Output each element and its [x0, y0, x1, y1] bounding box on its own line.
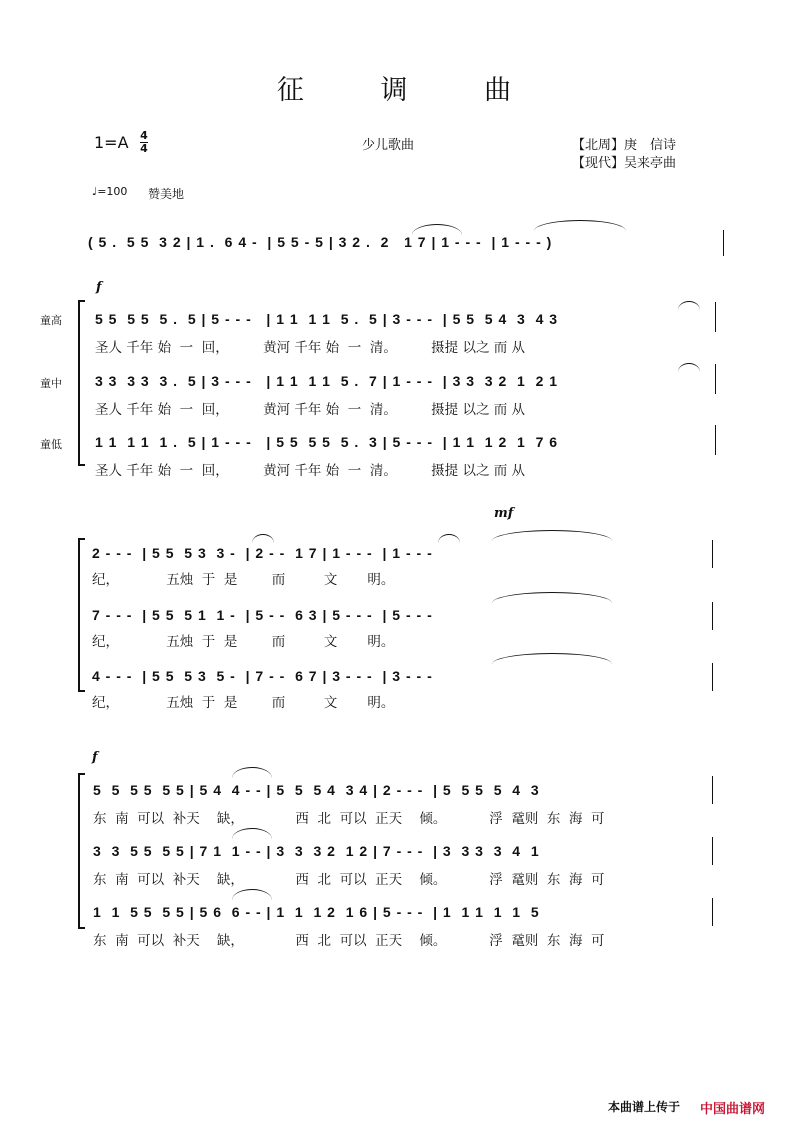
notes-high: 5 5 5 5 5 5 | 5 4 4 - - | 5 5 5 4 3 4 | 2 - - - | 5 5 5 5 4 3: [93, 782, 540, 798]
end-bar: [712, 898, 713, 926]
page-title: 征 调 曲: [276, 75, 546, 106]
site-logo[interactable]: [700, 1098, 765, 1117]
lyricist-credit: 【北周】庚 信诗: [572, 138, 677, 153]
intro-end-bar: [723, 230, 724, 256]
end-bar: [712, 663, 713, 691]
lyrics-line: 纪， 五烛 于 是 而 文 明。: [92, 634, 395, 650]
lyrics-line: 东 南 可以 补天 缺， 西 北 可以 正天 倾。 浮 鼋则 东 海 可: [93, 933, 605, 949]
notes-low: 1 1 1 1 1 . 5 | 1 - - - | 5 5 5 5 5 . 3 | 5 - - - | 1 1 1 2 1 7 6: [95, 434, 559, 450]
composer-credit: 【现代】吴来亭曲: [572, 156, 677, 171]
tie: [492, 653, 612, 664]
system-brace: [78, 538, 85, 692]
dynamic-mark: f: [96, 280, 102, 295]
voice-label-mid: 童中: [40, 377, 62, 390]
intro-tie: [412, 224, 462, 235]
end-bar: [712, 540, 713, 568]
slur-high: [678, 301, 700, 310]
tempo-mark: ♩=100: [92, 185, 128, 198]
end-bar: [715, 364, 716, 394]
lyrics-line: 东 南 可以 补天 缺， 西 北 可以 正天 倾。 浮 鼋则 东 海 可: [93, 872, 605, 888]
meter-bottom: 4: [140, 142, 148, 155]
tie: [492, 592, 612, 603]
meter-top: 4: [140, 129, 148, 142]
end-bar: [715, 302, 716, 332]
genre-label: 少儿歌曲: [362, 138, 415, 153]
lyrics-line: 圣人 千年 始 一 回， 黄河 千年 始 一 清。 摄提 以之 而 从: [95, 340, 526, 356]
system-brace: [78, 773, 85, 929]
slur-mid: [678, 363, 700, 372]
system-brace: [78, 300, 85, 466]
key-signature: 1=A: [94, 133, 129, 152]
dynamic-mark: mf: [494, 506, 514, 521]
end-bar: [712, 602, 713, 630]
voice-label-low: 童低: [40, 438, 62, 451]
slur: [438, 534, 460, 543]
slur: [252, 534, 274, 543]
intro-slur: [534, 220, 626, 231]
notes-high: 5 5 5 5 5 . 5 | 5 - - - | 1 1 1 1 5 . 5 | 3 - - - | 5 5 5 4 3 4 3: [95, 311, 559, 327]
slur: [232, 767, 272, 778]
slur: [232, 828, 272, 839]
lyrics-line: 纪， 五烛 于 是 而 文 明。: [92, 695, 395, 711]
end-bar: [712, 837, 713, 865]
lyrics-line: 圣人 千年 始 一 回， 黄河 千年 始 一 清。 摄提 以之 而 从: [95, 402, 526, 418]
lyrics-line: 纪， 五烛 于 是 而 文 明。: [92, 572, 395, 588]
notes-low: 1 1 5 5 5 5 | 5 6 6 - - | 1 1 1 2 1 6 | 5 - - - | 1 1 1 1 1 5: [93, 904, 540, 920]
notes-mid: 3 3 3 3 3 . 5 | 3 - - - | 1 1 1 1 5 . 7 | 1 - - - | 3 3 3 2 1 2 1: [95, 373, 559, 389]
slur: [232, 889, 272, 900]
notes-mid: 7 - - - | 5 5 5 1 1 - | 5 - - 6 3 | 5 - - - | 5 - - -: [92, 607, 433, 623]
notes-low: 4 - - - | 5 5 5 3 5 - | 7 - - 6 7 | 3 - - - | 3 - - -: [92, 668, 433, 684]
end-bar: [715, 425, 716, 455]
time-signature: [140, 130, 148, 155]
tie: [492, 530, 612, 541]
notes-mid: 3 3 5 5 5 5 | 7 1 1 - - | 3 3 3 2 1 2 | 7 - - - | 3 3 3 3 4 1: [93, 843, 540, 859]
intro-notes: ( 5 . 5 5 3 2 | 1 . 6 4 - | 5 5 - 5 | 3 2 . 2 1 7 | 1 - - - | 1 - - - ): [88, 234, 553, 250]
voice-label-high: 童高: [40, 314, 62, 327]
dynamic-mark: f: [92, 750, 98, 765]
end-bar: [712, 776, 713, 804]
upload-note: 本曲谱上传于: [607, 1100, 680, 1114]
lyrics-line: 东 南 可以 补天 缺， 西 北 可以 正天 倾。 浮 鼋则 东 海 可: [93, 811, 605, 827]
lyrics-line: 圣人 千年 始 一 回， 黄河 千年 始 一 清。 摄提 以之 而 从: [95, 463, 526, 479]
notes-high: 2 - - - | 5 5 5 3 3 - | 2 - - 1 7 | 1 - - - | 1 - - -: [92, 545, 433, 561]
site-logo-text: 中国曲谱网: [700, 1102, 766, 1117]
expression-mark: 赞美地: [148, 187, 185, 201]
